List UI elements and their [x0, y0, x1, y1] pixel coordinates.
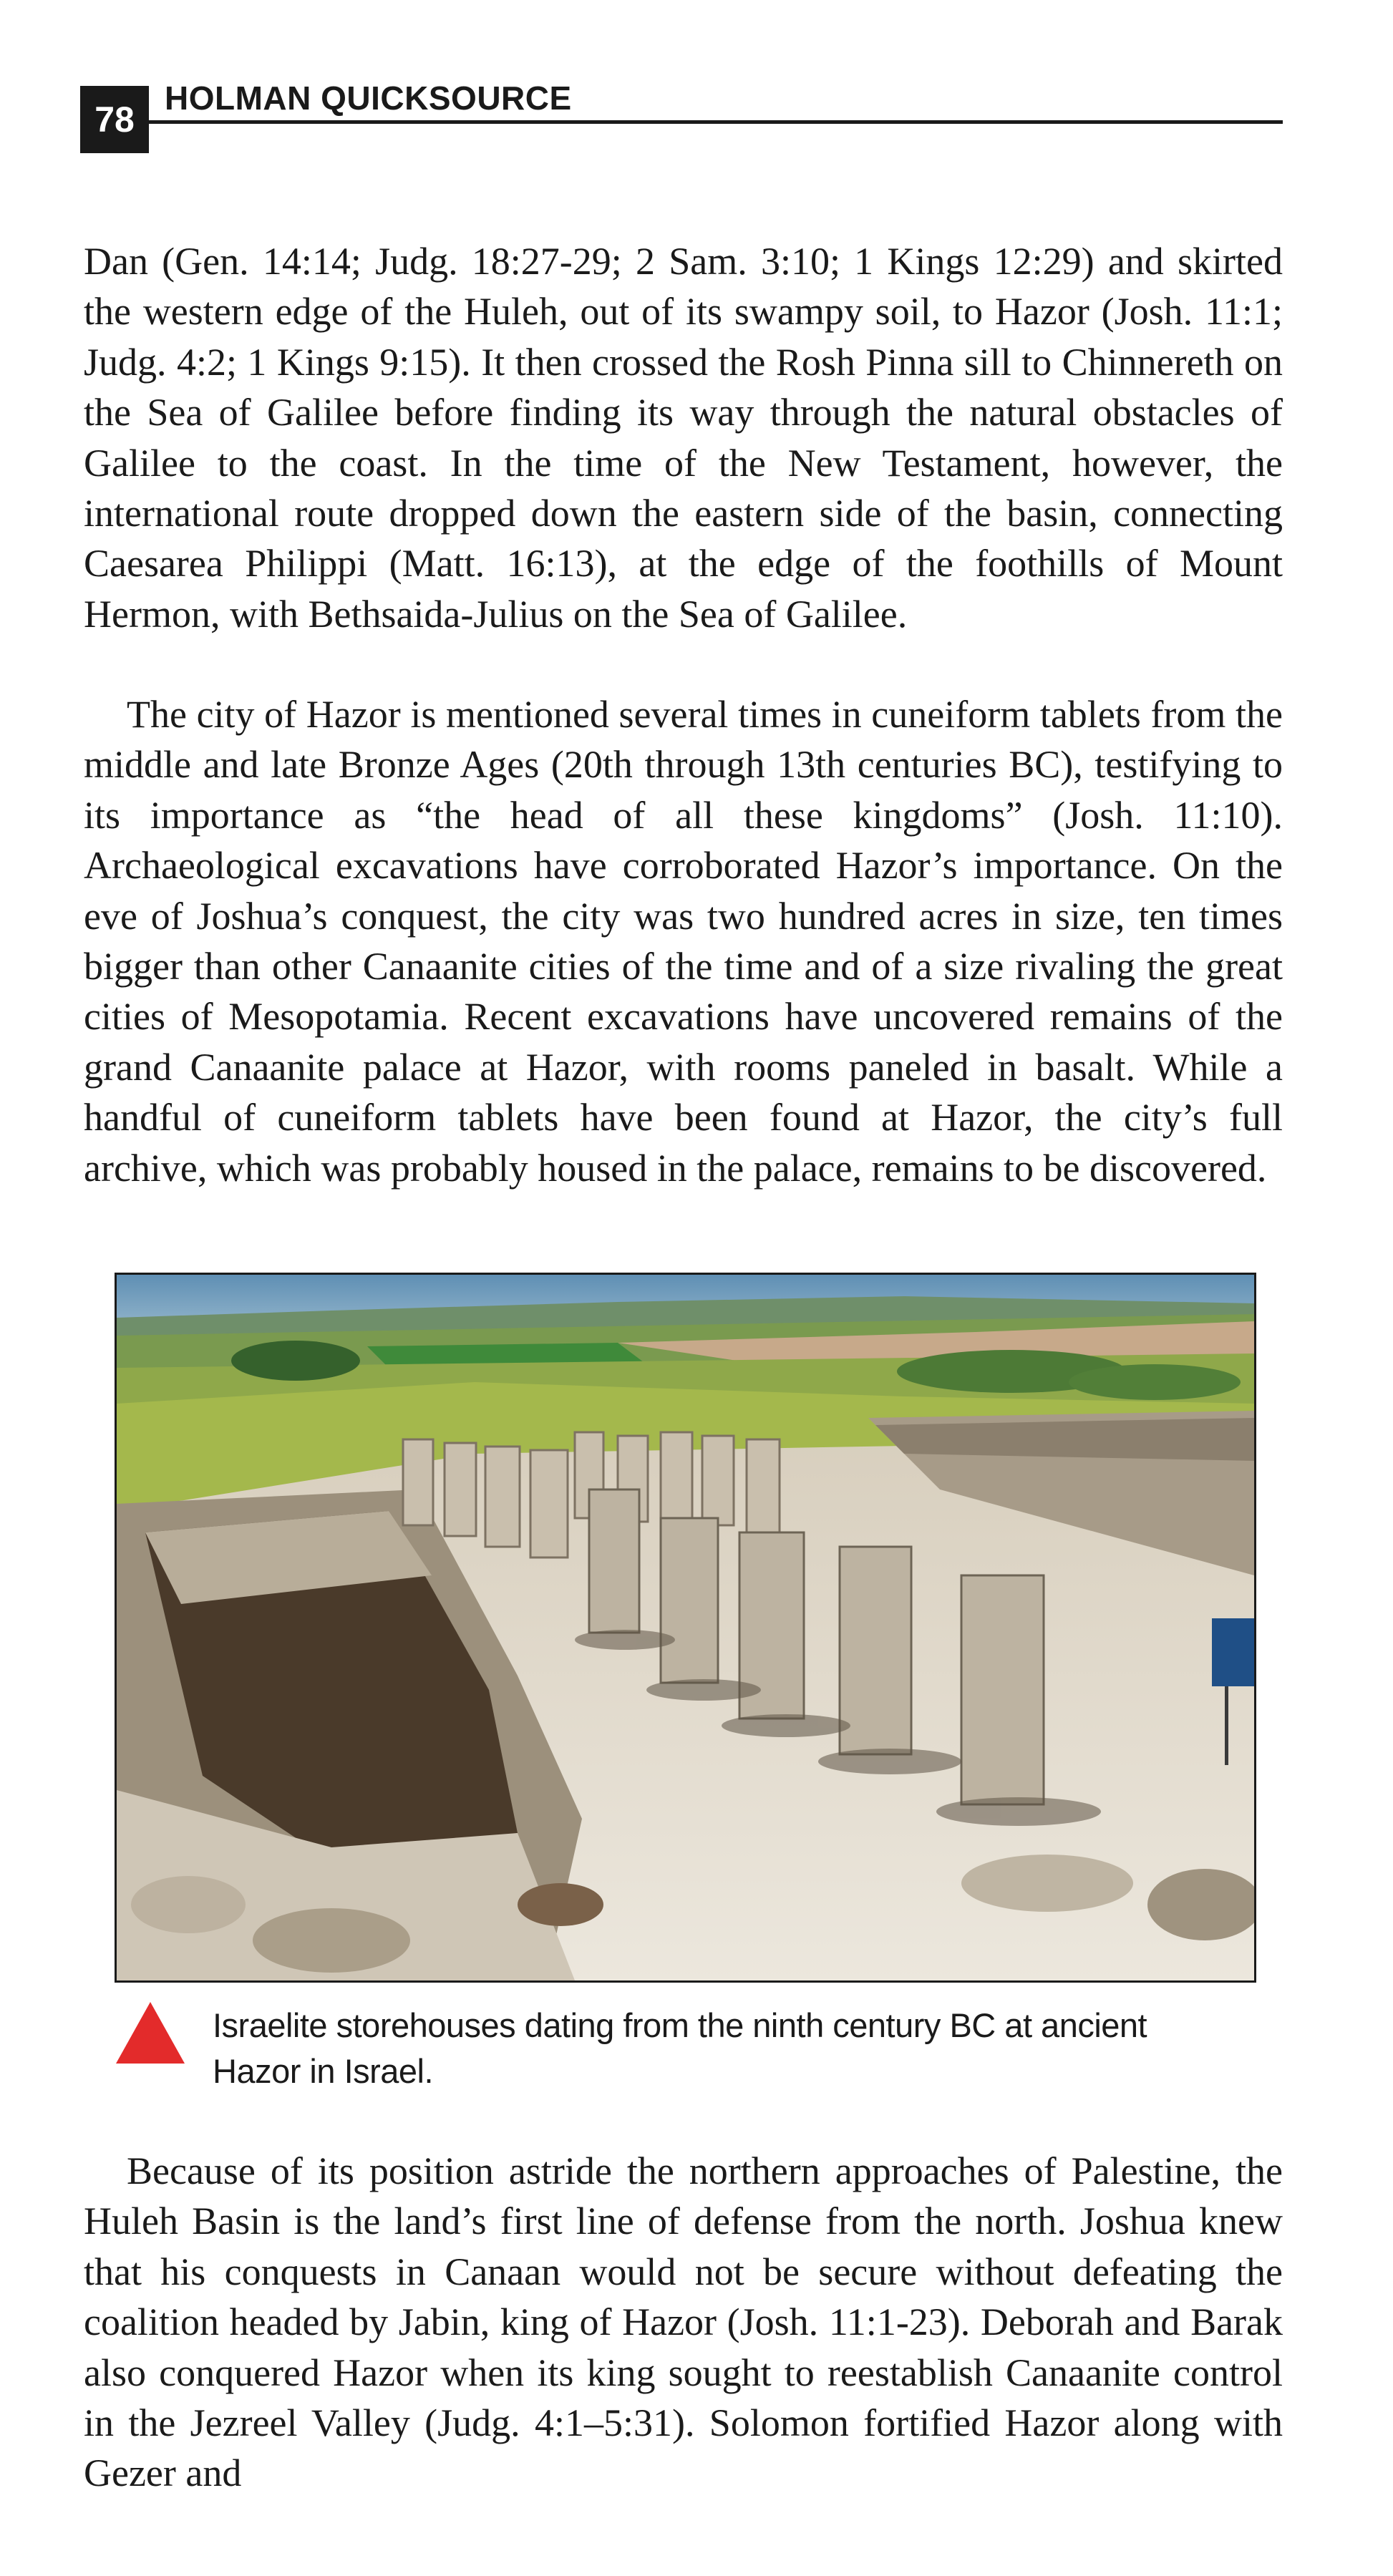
header-rule [149, 120, 1283, 124]
body-paragraph-3: Because of its position astride the northern approaches of Palestine, the Huleh Basin is the land’s first line of defense from the north. Joshua knew that his conquests in Canaan would not be secure without defeating the coalition headed by Jabin, king of Hazor (Josh. 11:1-23). Deborah and Barak also conquered Hazor when its king sought to reestablish Canaanite control in the Jezreel Valley (Judg. 4:1–5:31). Solomon fortified Hazor along with Gezer and [84, 2149, 1283, 2495]
caption-triangle-icon [115, 2001, 186, 2065]
page-number: 78 [80, 86, 149, 153]
body-paragraph-1: Dan (Gen. 14:14; Judg. 18:27-29; 2 Sam. 3:10; 1 Kings 12:29) and skirted the western edge of the Huleh, out of its swampy soil, to Hazor (Josh. 11:1; Judg. 4:2; 1 Kings 9:15). It then crossed the Rosh Pinna sill to Chinnereth on the Sea of Galilee before finding its way through the natural obstacles of Galilee to the coast. In the time of the New Testament, however, the international route dropped down the eastern side of the basin, connecting Caesarea Philippi (Matt. 16:13), at the edge of the foothills of Mount Hermon, with Bethsaida-Julius on the Sea of Galilee. [84, 240, 1283, 636]
photo-caption: Israelite storehouses dating from the ninth century BC at ancient Hazor in Israel. [213, 2006, 1147, 2090]
hazor-storehouses-photo [115, 1273, 1256, 1983]
body-paragraph-2: The city of Hazor is mentioned several times in cuneiform tablets from the middle and late Bronze Ages (20th through 13th centuries BC), testifying to its importance as “the head of all these kingdoms” (Josh. 11:10). Archaeological excavations have corroborated Hazor’s importance. On the eve of Joshua’s conquest, the city was two hundred acres in size, ten times bigger than other Canaanite cities of the time and of a size rivaling the great cities of Mesopotamia. Recent excavations have uncovered remains of the grand Canaanite palace at Hazor, with rooms paneled in basalt. While a handful of cuneiform tablets have been found at Hazor, the city’s full archive, which was probably housed in the palace, remains to be discovered. [84, 693, 1283, 1190]
page-header [80, 79, 1283, 156]
running-title: HOLMAN QUICKSOURCE [165, 79, 572, 117]
